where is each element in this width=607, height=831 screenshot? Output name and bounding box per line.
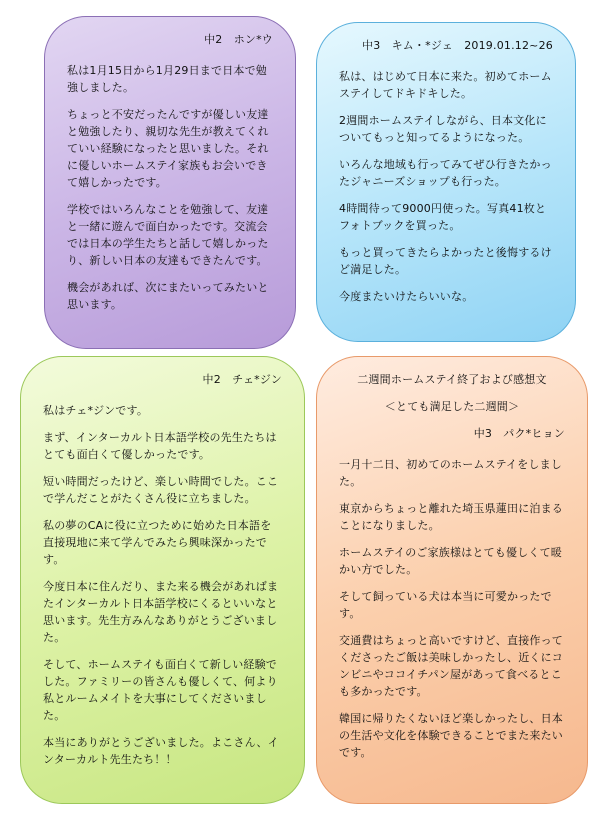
paragraph: まず、インターカルト日本語学校の先生たちはとても面白くて優しかったです。 (43, 431, 277, 461)
author-name: 中2 チェ*ジン (202, 373, 282, 386)
paragraph: 私はチェ*ジンです。 (43, 404, 149, 417)
paragraph: ちょっと不安だったんですが優しい友達と勉強したり、親切な先生が教えてくれていい経験になったと思いました。それに優しいホームステイ家族もお会いできて嬉しかったです。 (67, 108, 269, 189)
paragraph: ホームステイのご家族様はとても優しくて暖かい方でした。 (339, 546, 563, 576)
paragraph: そして飼っている犬は本当に可愛かったです。 (339, 590, 552, 620)
paragraph: 韓国に帰りたくないほど楽しかったし、日本の生活や文化を体験できることでまた来たいです。 (339, 712, 563, 759)
paragraph: 今度日本に住んだり、また来る機会があればまたインターカルト日本語学校にくるといいなと思います。先生方みんなありがとうございました。 (43, 580, 279, 644)
paragraph: 一月十二日、初めてのホームステイをしました。 (339, 458, 563, 488)
author-name: 中2 ホン*ウ (204, 33, 273, 46)
paragraph: いろんな地域も行ってみてぜひ行きたかったジャニーズショップも行った。 (339, 158, 552, 188)
paragraph: 今度またいけたらいいな。 (339, 290, 474, 303)
paragraph: 機会があれば、次にまたいってみたいと思います。 (67, 281, 269, 311)
author-name: 中3 パク*ヒョン (473, 427, 565, 440)
paragraph: 東京からちょっと離れた埼玉県蓮田に泊まることになりました。 (339, 502, 563, 532)
testimonial-card-choi (20, 356, 305, 804)
paragraph: 私の夢のCAに役に立つために始めた日本語を直接現地に来て学んでみたら興味深かったです。 (43, 519, 272, 566)
paragraph: 4時間待って9000円使った。写真41枚とフォトブックを買った。 (339, 202, 547, 232)
paragraph: 交通費はちょっと高いですけど、直接作ってくださったご飯は美味しかったし、近くにコンビニやココイチパン屋があって食べるとこも多かったです。 (339, 634, 563, 698)
testimonial-card-hong (44, 16, 296, 349)
essay-title: 二週間ホームステイ終了および感想文 (357, 373, 547, 386)
paragraph: 学校ではいろんなことを勉強して、友達と一緒に遊んで面白かったです。交流会では日本の学生たちと話して嬉しかったり、新しい日本の友達もできたんです。 (67, 203, 269, 267)
testimonial-card-kim (316, 22, 576, 342)
paragraph: 私は1月15日から1月29日まで日本で勉強しました。 (67, 64, 267, 94)
paragraph: 短い時間だったけど、楽しい時間でした。ここで学んだことがたくさん役に立ちました。 (43, 475, 279, 505)
author-name: 中3 キム・*ジェ 2019.01.12~26 (362, 39, 553, 52)
paragraph: 私は、はじめて日本に来た。初めてホームステイしてドキドキした。 (339, 70, 552, 100)
paragraph: そして、ホームステイも面白くて新しい経験でした。ファミリーの皆さんも優しくて、何より私とルームメイトを大事にしてくださいました。 (43, 658, 278, 722)
paragraph: 本当にありがとうございました。よこさん、インターカルト先生たち！！ (43, 736, 279, 766)
testimonial-card-park (316, 356, 588, 804)
paragraph: 2週間ホームステイしながら、日本文化についてもっと知ってるようになった。 (339, 114, 547, 144)
essay-subtitle: ＜とても満足した二週間＞ (384, 400, 520, 413)
paragraph: もっと買ってきたらよかったと後悔するけど満足した。 (339, 246, 552, 276)
